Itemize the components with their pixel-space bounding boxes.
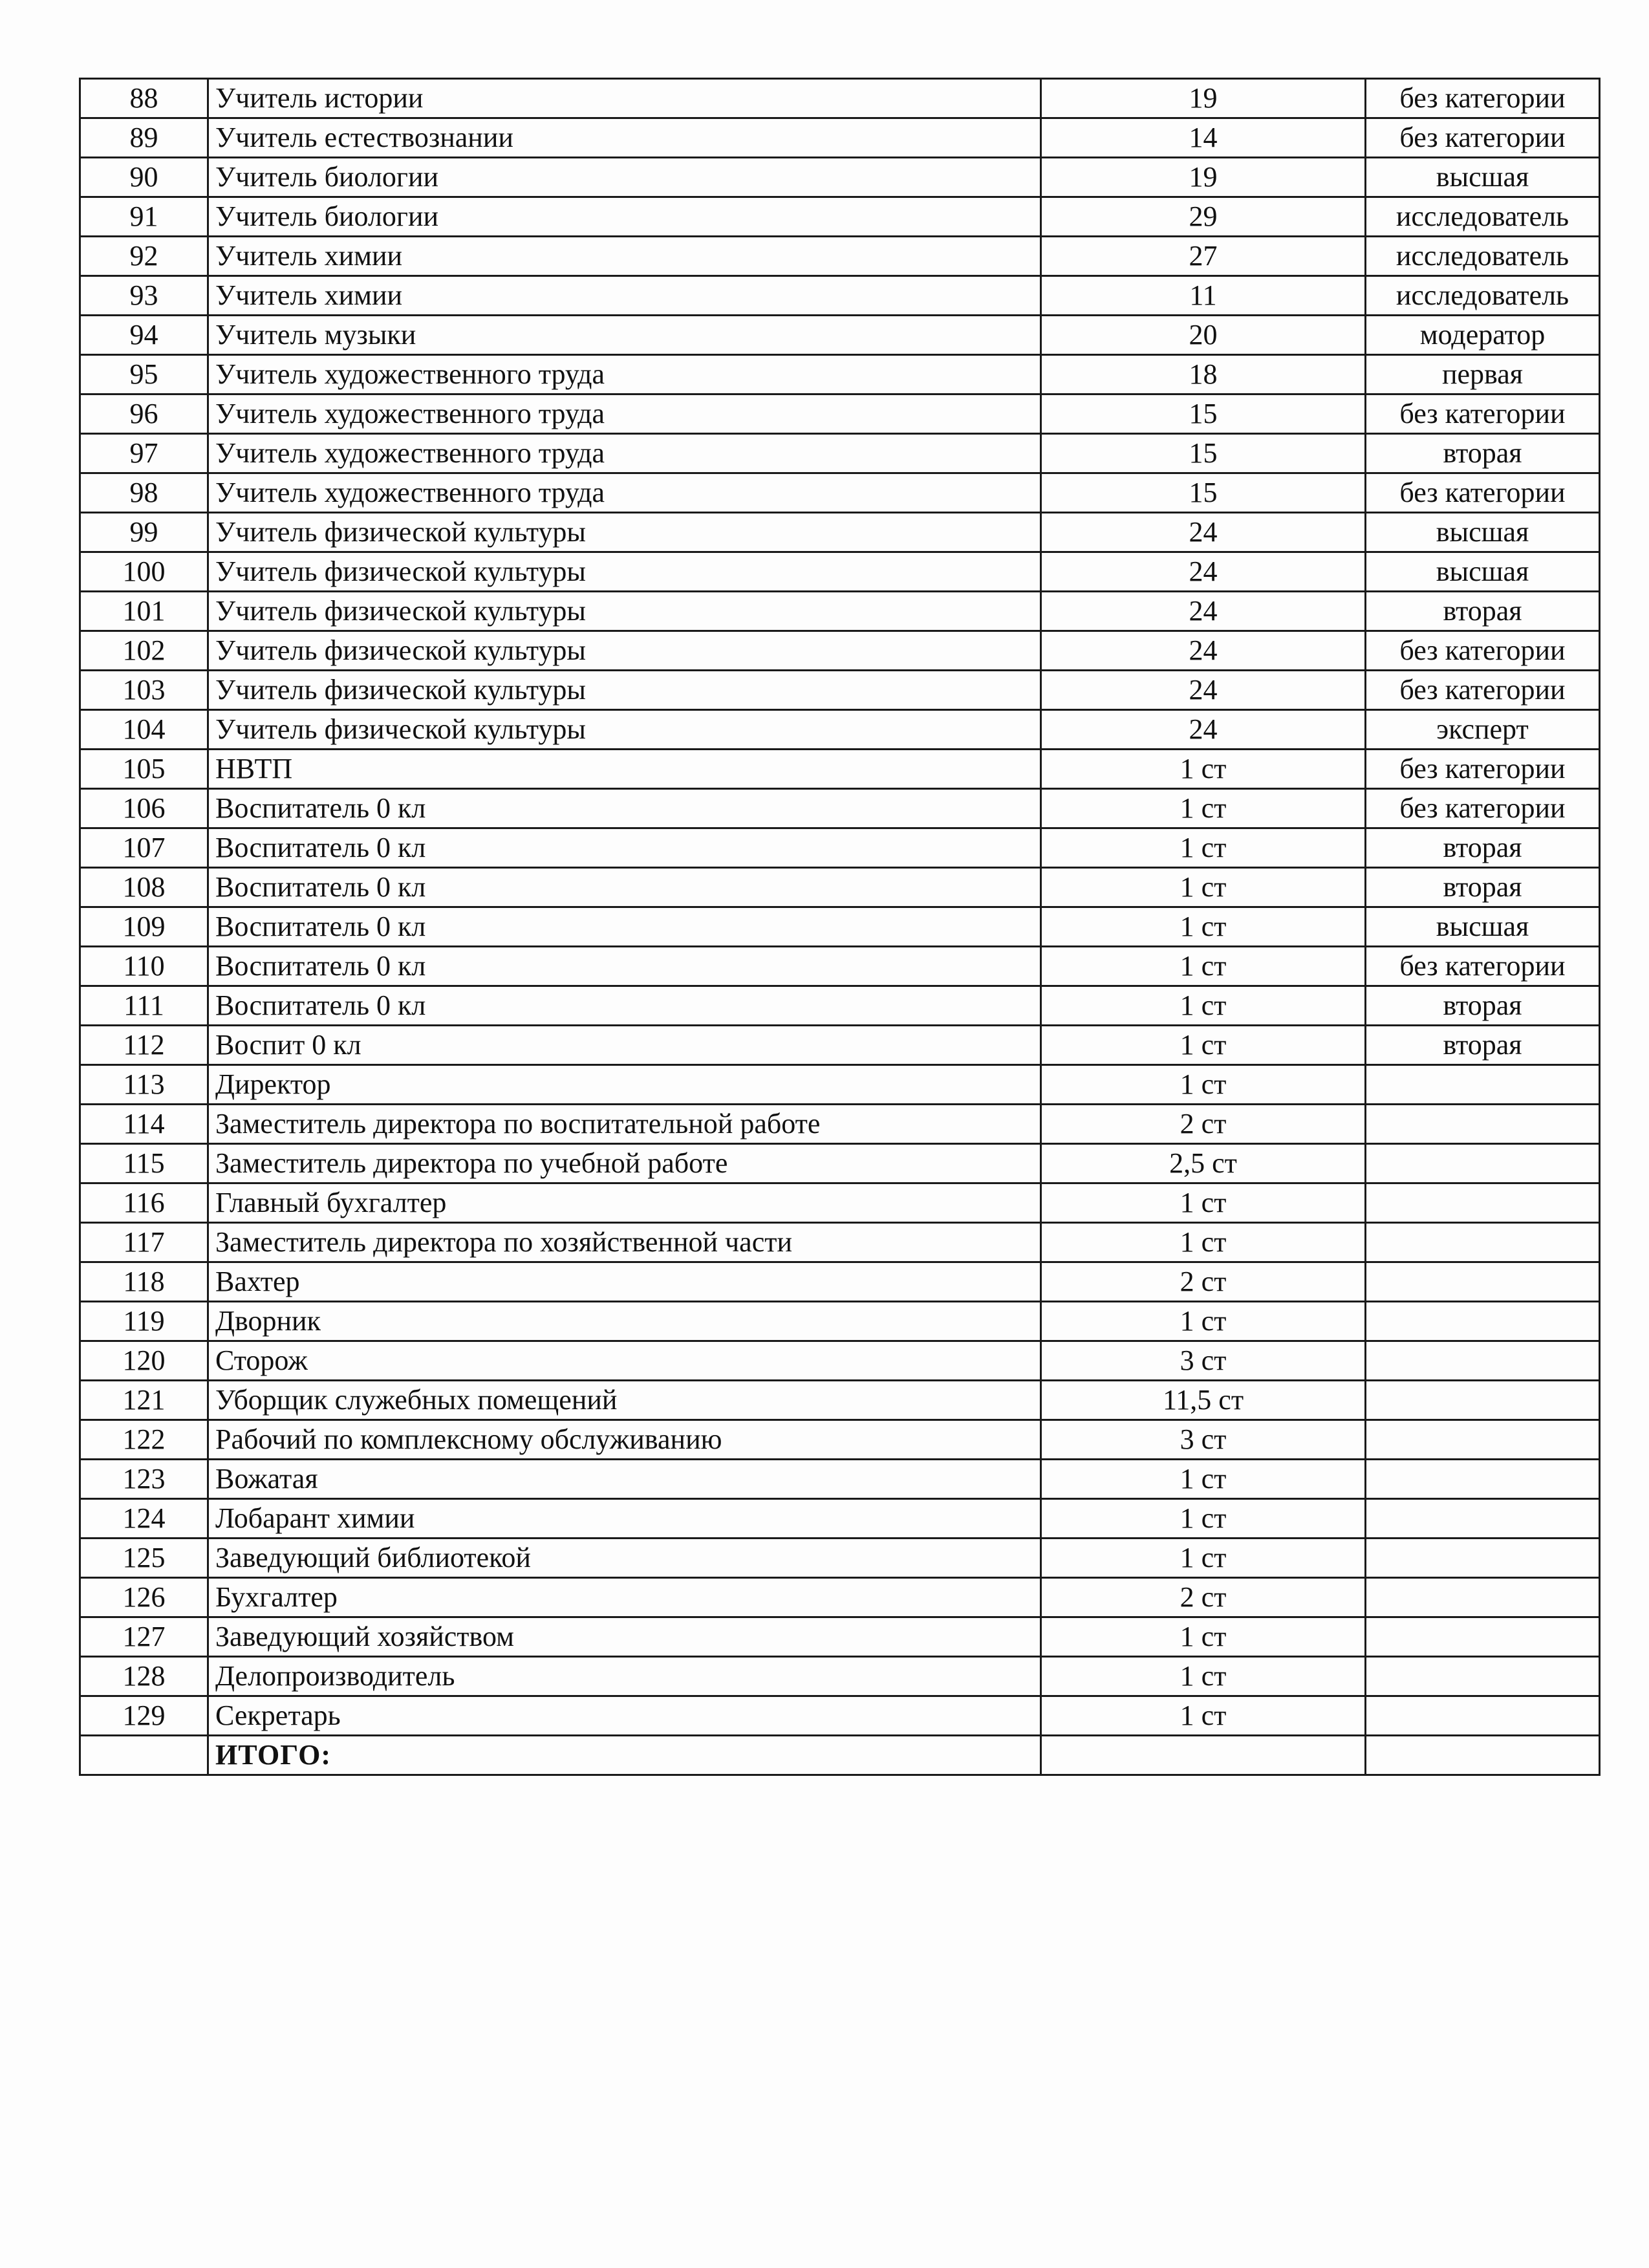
table-row — [80, 355, 1600, 394]
qualification-category — [1366, 1065, 1600, 1105]
table-row — [80, 1420, 1600, 1460]
position-title: НВТП — [208, 750, 1041, 789]
total-row — [80, 1736, 1600, 1775]
workload: 1 ст — [1041, 1065, 1366, 1105]
qualification-category — [1366, 1499, 1600, 1539]
row-number: 96 — [80, 394, 208, 434]
workload: 1 ст — [1041, 947, 1366, 986]
row-number: 118 — [80, 1262, 208, 1302]
position-title: Учитель естествознании — [208, 118, 1041, 158]
row-number: 106 — [80, 789, 208, 828]
table-row — [80, 592, 1600, 631]
table-row — [80, 1617, 1600, 1657]
position-title: Учитель художественного труда — [208, 394, 1041, 434]
workload: 1 ст — [1041, 1183, 1366, 1223]
workload: 15 — [1041, 434, 1366, 473]
row-number: 122 — [80, 1420, 208, 1460]
row-number: 94 — [80, 316, 208, 355]
qualification-category: высшая — [1366, 907, 1600, 947]
workload: 1 ст — [1041, 1460, 1366, 1499]
table-row — [80, 1499, 1600, 1539]
position-title: Воспитатель 0 кл — [208, 828, 1041, 868]
qualification-category: первая — [1366, 355, 1600, 394]
workload: 24 — [1041, 671, 1366, 710]
row-number: 129 — [80, 1696, 208, 1736]
row-number: 97 — [80, 434, 208, 473]
table-row — [80, 1144, 1600, 1183]
position-title: Воспитатель 0 кл — [208, 868, 1041, 907]
qualification-category: вторая — [1366, 1026, 1600, 1065]
row-number: 111 — [80, 986, 208, 1026]
position-title: Учитель художественного труда — [208, 473, 1041, 513]
position-title: Воспит 0 кл — [208, 1026, 1041, 1065]
position-title: Учитель физической культуры — [208, 710, 1041, 750]
row-number: 90 — [80, 158, 208, 197]
row-number: 128 — [80, 1657, 208, 1696]
table-row — [80, 79, 1600, 118]
row-number: 101 — [80, 592, 208, 631]
qualification-category: высшая — [1366, 158, 1600, 197]
row-number: 99 — [80, 513, 208, 552]
workload: 1 ст — [1041, 907, 1366, 947]
qualification-category: эксперт — [1366, 710, 1600, 750]
position-title: Воспитатель 0 кл — [208, 947, 1041, 986]
total-category — [1366, 1736, 1600, 1775]
position-title: Сторож — [208, 1341, 1041, 1381]
workload: 1 ст — [1041, 1539, 1366, 1578]
workload: 24 — [1041, 592, 1366, 631]
workload: 1 ст — [1041, 868, 1366, 907]
workload: 1 ст — [1041, 789, 1366, 828]
position-title: Учитель физической культуры — [208, 513, 1041, 552]
table-row — [80, 1341, 1600, 1381]
qualification-category — [1366, 1341, 1600, 1381]
position-title: Учитель физической культуры — [208, 592, 1041, 631]
row-number: 92 — [80, 237, 208, 276]
position-title: Учитель музыки — [208, 316, 1041, 355]
workload: 1 ст — [1041, 1696, 1366, 1736]
staff-table — [79, 78, 1600, 1776]
workload: 29 — [1041, 197, 1366, 237]
row-number: 116 — [80, 1183, 208, 1223]
row-number: 112 — [80, 1026, 208, 1065]
position-title: Учитель биологии — [208, 158, 1041, 197]
workload: 11 — [1041, 276, 1366, 316]
table-row — [80, 1657, 1600, 1696]
qualification-category: без категории — [1366, 947, 1600, 986]
total-label: ИТОГО: — [208, 1736, 1041, 1775]
workload: 3 ст — [1041, 1420, 1366, 1460]
table-row — [80, 947, 1600, 986]
workload: 20 — [1041, 316, 1366, 355]
position-title: Воспитатель 0 кл — [208, 986, 1041, 1026]
qualification-category: без категории — [1366, 79, 1600, 118]
position-title: Воспитатель 0 кл — [208, 789, 1041, 828]
position-title: Учитель художественного труда — [208, 355, 1041, 394]
position-title: Учитель художественного труда — [208, 434, 1041, 473]
workload: 2 ст — [1041, 1105, 1366, 1144]
table-row — [80, 434, 1600, 473]
position-title: Учитель биологии — [208, 197, 1041, 237]
workload: 2 ст — [1041, 1578, 1366, 1617]
row-number: 121 — [80, 1381, 208, 1420]
qualification-category: исследователь — [1366, 276, 1600, 316]
row-number: 126 — [80, 1578, 208, 1617]
position-title: Учитель физической культуры — [208, 552, 1041, 592]
qualification-category: вторая — [1366, 592, 1600, 631]
qualification-category — [1366, 1381, 1600, 1420]
position-title: Учитель физической культуры — [208, 671, 1041, 710]
row-number: 115 — [80, 1144, 208, 1183]
workload: 18 — [1041, 355, 1366, 394]
row-number: 108 — [80, 868, 208, 907]
table-row — [80, 197, 1600, 237]
qualification-category — [1366, 1420, 1600, 1460]
table-row — [80, 671, 1600, 710]
table-row — [80, 158, 1600, 197]
workload: 1 ст — [1041, 828, 1366, 868]
table-row — [80, 986, 1600, 1026]
table-row — [80, 828, 1600, 868]
table-row — [80, 1696, 1600, 1736]
position-title: Учитель истории — [208, 79, 1041, 118]
workload: 24 — [1041, 513, 1366, 552]
qualification-category: вторая — [1366, 986, 1600, 1026]
row-number: 120 — [80, 1341, 208, 1381]
qualification-category — [1366, 1223, 1600, 1262]
position-title: Заместитель директора по учебной работе — [208, 1144, 1041, 1183]
workload: 1 ст — [1041, 1223, 1366, 1262]
table-row — [80, 1460, 1600, 1499]
row-number: 98 — [80, 473, 208, 513]
qualification-category — [1366, 1539, 1600, 1578]
workload: 15 — [1041, 394, 1366, 434]
table-row — [80, 394, 1600, 434]
row-number: 110 — [80, 947, 208, 986]
qualification-category: вторая — [1366, 828, 1600, 868]
table-row — [80, 1539, 1600, 1578]
workload: 1 ст — [1041, 986, 1366, 1026]
position-title: Заведующий библиотекой — [208, 1539, 1041, 1578]
position-title: Заведующий хозяйством — [208, 1617, 1041, 1657]
position-title: Рабочий по комплексному обслуживанию — [208, 1420, 1041, 1460]
row-number: 100 — [80, 552, 208, 592]
position-title: Воспитатель 0 кл — [208, 907, 1041, 947]
position-title: Уборщик служебных помещений — [208, 1381, 1041, 1420]
qualification-category — [1366, 1144, 1600, 1183]
position-title: Делопроизводитель — [208, 1657, 1041, 1696]
workload: 11,5 ст — [1041, 1381, 1366, 1420]
position-title: Секретарь — [208, 1696, 1041, 1736]
position-title: Учитель химии — [208, 237, 1041, 276]
table-row — [80, 118, 1600, 158]
position-title: Вахтер — [208, 1262, 1041, 1302]
workload: 3 ст — [1041, 1341, 1366, 1381]
table-row — [80, 1183, 1600, 1223]
qualification-category: без категории — [1366, 750, 1600, 789]
row-number: 124 — [80, 1499, 208, 1539]
workload: 15 — [1041, 473, 1366, 513]
table-row — [80, 1223, 1600, 1262]
qualification-category: без категории — [1366, 394, 1600, 434]
position-title: Дворник — [208, 1302, 1041, 1341]
position-title: Главный бухгалтер — [208, 1183, 1041, 1223]
table-row — [80, 868, 1600, 907]
workload: 24 — [1041, 552, 1366, 592]
table-row — [80, 473, 1600, 513]
qualification-category: модератор — [1366, 316, 1600, 355]
position-title: Вожатая — [208, 1460, 1041, 1499]
qualification-category: без категории — [1366, 789, 1600, 828]
position-title: Учитель физической культуры — [208, 631, 1041, 671]
workload: 1 ст — [1041, 1026, 1366, 1065]
workload: 1 ст — [1041, 750, 1366, 789]
row-number: 125 — [80, 1539, 208, 1578]
qualification-category: без категории — [1366, 671, 1600, 710]
position-title: Бухгалтер — [208, 1578, 1041, 1617]
qualification-category — [1366, 1617, 1600, 1657]
qualification-category — [1366, 1460, 1600, 1499]
workload: 14 — [1041, 118, 1366, 158]
workload: 2 ст — [1041, 1262, 1366, 1302]
position-title: Директор — [208, 1065, 1041, 1105]
row-number: 123 — [80, 1460, 208, 1499]
table-row — [80, 237, 1600, 276]
workload: 19 — [1041, 158, 1366, 197]
qualification-category: высшая — [1366, 552, 1600, 592]
row-number: 109 — [80, 907, 208, 947]
table-row — [80, 750, 1600, 789]
qualification-category: вторая — [1366, 868, 1600, 907]
row-number: 117 — [80, 1223, 208, 1262]
table-row — [80, 316, 1600, 355]
table-row — [80, 1302, 1600, 1341]
workload: 1 ст — [1041, 1499, 1366, 1539]
position-title: Заместитель директора по хозяйственной части — [208, 1223, 1041, 1262]
workload: 27 — [1041, 237, 1366, 276]
total-load — [1041, 1736, 1366, 1775]
table-row — [80, 710, 1600, 750]
table-row — [80, 1065, 1600, 1105]
table-row — [80, 1026, 1600, 1065]
qualification-category — [1366, 1578, 1600, 1617]
table-row — [80, 552, 1600, 592]
qualification-category — [1366, 1183, 1600, 1223]
row-number: 95 — [80, 355, 208, 394]
row-number: 104 — [80, 710, 208, 750]
table-row — [80, 1578, 1600, 1617]
workload: 24 — [1041, 710, 1366, 750]
row-number: 88 — [80, 79, 208, 118]
table-row — [80, 513, 1600, 552]
row-number: 127 — [80, 1617, 208, 1657]
position-title: Учитель химии — [208, 276, 1041, 316]
row-number: 103 — [80, 671, 208, 710]
row-number: 89 — [80, 118, 208, 158]
row-number: 93 — [80, 276, 208, 316]
row-number: 114 — [80, 1105, 208, 1144]
qualification-category: исследователь — [1366, 197, 1600, 237]
qualification-category — [1366, 1302, 1600, 1341]
workload: 1 ст — [1041, 1657, 1366, 1696]
qualification-category: без категории — [1366, 631, 1600, 671]
staff-table-body — [80, 79, 1600, 1775]
workload: 24 — [1041, 631, 1366, 671]
row-number: 119 — [80, 1302, 208, 1341]
qualification-category: без категории — [1366, 118, 1600, 158]
table-row — [80, 631, 1600, 671]
qualification-category: высшая — [1366, 513, 1600, 552]
position-title: Заместитель директора по воспитательной работе — [208, 1105, 1041, 1144]
table-row — [80, 907, 1600, 947]
qualification-category — [1366, 1657, 1600, 1696]
workload: 1 ст — [1041, 1617, 1366, 1657]
row-number: 105 — [80, 750, 208, 789]
qualification-category — [1366, 1105, 1600, 1144]
table-row — [80, 1105, 1600, 1144]
qualification-category: вторая — [1366, 434, 1600, 473]
table-row — [80, 1381, 1600, 1420]
qualification-category: без категории — [1366, 473, 1600, 513]
row-number: 107 — [80, 828, 208, 868]
table-row — [80, 1262, 1600, 1302]
row-number: 102 — [80, 631, 208, 671]
table-row — [80, 276, 1600, 316]
row-number: 91 — [80, 197, 208, 237]
workload: 19 — [1041, 79, 1366, 118]
workload: 1 ст — [1041, 1302, 1366, 1341]
qualification-category — [1366, 1262, 1600, 1302]
qualification-category: исследователь — [1366, 237, 1600, 276]
table-row — [80, 789, 1600, 828]
workload: 2,5 ст — [1041, 1144, 1366, 1183]
position-title: Лобарант химии — [208, 1499, 1041, 1539]
total-number-cell — [80, 1736, 208, 1775]
qualification-category — [1366, 1696, 1600, 1736]
row-number: 113 — [80, 1065, 208, 1105]
